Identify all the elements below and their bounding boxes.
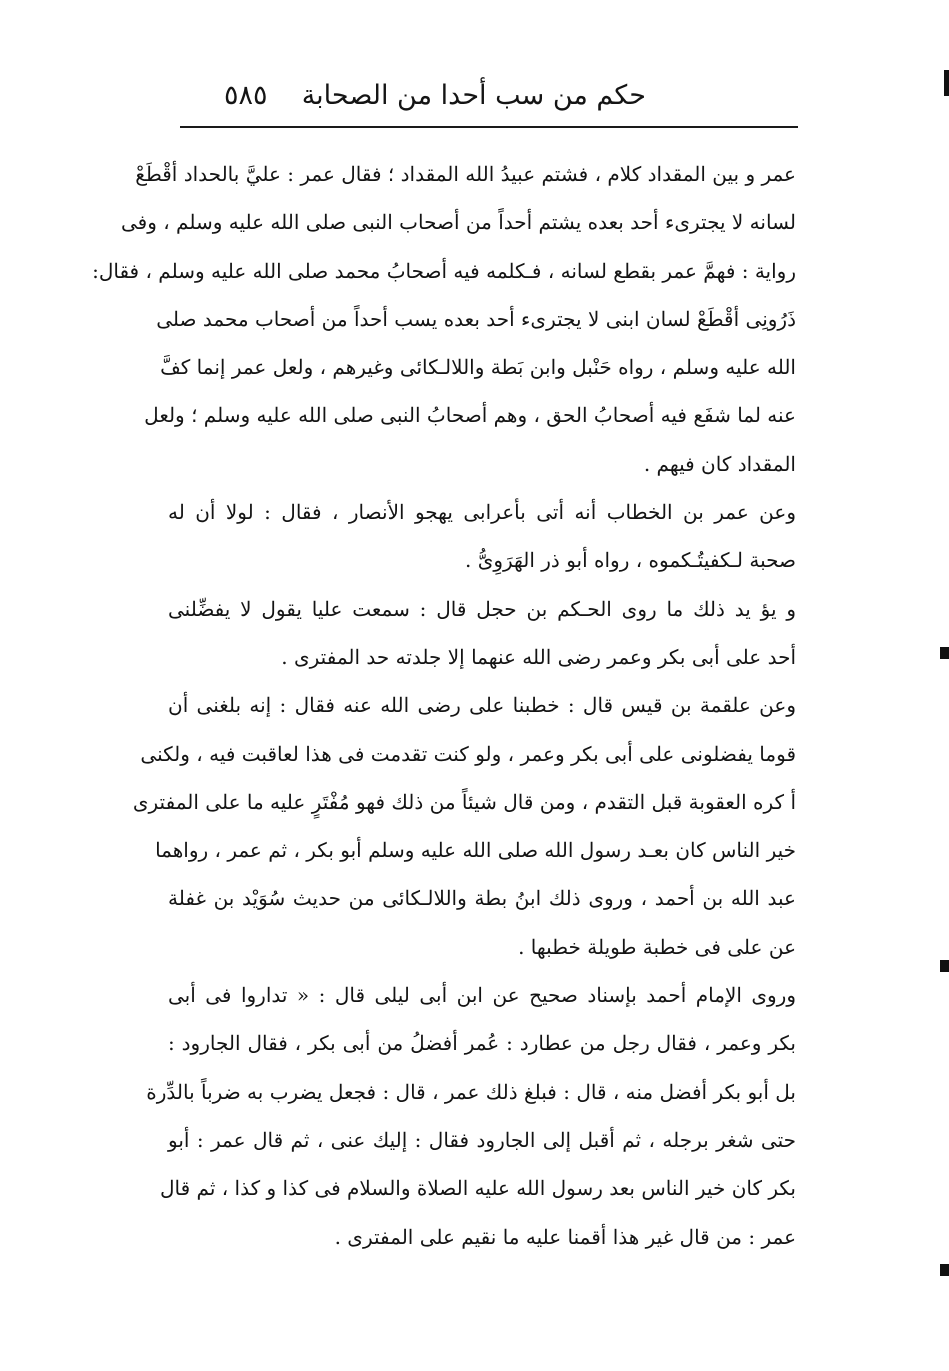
text-line: رواية : فهمَّ عمر بقطع لسانه ، فـكلمه فيه أصحابُ محمد صلى الله عليه وسلم ، فقال: <box>92 258 796 283</box>
text-line: صحبة لـكفيتُـكموه ، رواه أبو ذر الهَرَوِىُّ . <box>464 548 796 573</box>
text-line: عمر و بين المقداد كلام ، فشتم عبيدُ الله المقداد ؛ فقال عمر : عليَّ بالحداد أقْطَعْ <box>135 162 796 186</box>
body-text <box>92 150 796 1261</box>
text-line: بكر كان خير الناس بعد رسول الله عليه الصلاة والسلام فى كذا و كذا ، ثم قال <box>159 1176 796 1201</box>
text-line: عن على فى خطبة طويلة خطبها . <box>518 934 796 959</box>
text-line: أ كره العقوبة قبل التقدم ، ومن قال شيئاً من ذلك فهو مُفْتَرٍ عليه ما على المفترى <box>132 789 796 814</box>
header-rule <box>180 126 798 128</box>
scan-edge-mark <box>940 647 949 659</box>
text-line: لسانه لا يجترىء أحد بعده يشتم أحداً من أصحاب النبى صلى الله عليه وسلم ، وفى <box>121 210 796 235</box>
text-line: ذَرُونِى أقْطَعْ لسان ابنى لا يجترىء أحد بعده يسب أحداً من أصحاب محمد صلى <box>156 306 796 331</box>
scan-edge-mark <box>940 1264 949 1276</box>
text-line: عبد الله بن أحمد ، وروى ذلك ابنُ بطة واللالـكائى من حديث سُوَيْد بن غفلة <box>168 886 796 911</box>
text-line: عمر : من قال غير هذا أقمنا عليه ما نقيم على المفترى . <box>334 1224 796 1249</box>
scan-edge-mark <box>944 70 949 96</box>
text-line: حتى شغر برجله ، ثم أقبل إلى الجارود فقال : إليك عنى ، ثم قال عمر : أبو <box>168 1127 796 1152</box>
text-line: بل أبو بكر أفضل منه ، قال : فبلغ ذلك عمر ، قال : فجعل يضرب به ضرباً بالدِّرة <box>146 1079 796 1104</box>
text-line: و يؤ يد ذلك ما روى الحـكم بن حجل قال : سمعت عليا يقول لا يفضِّلنى <box>168 596 796 621</box>
scan-edge-mark <box>940 960 949 972</box>
text-line: أحد على أبى بكر وعمر رضى الله عنهما إلا جلدته حد المفترى . <box>281 644 796 669</box>
text-line: خير الناس كان بعـد رسول الله صلى الله عليه وسلم أبو بكر ، ثم عمر ، رواهما <box>155 838 796 863</box>
running-title: حكم من سب أحدا من الصحابة <box>301 80 646 111</box>
text-line: عنه لما شفَع فيه أصحابُ الحق ، وهم أصحابُ النبى صلى الله عليه وسلم ؛ ولعل <box>144 403 796 428</box>
text-line: قوما يفضلونى على أبى بكر وعمر ، ولو كنت تقدمت فى هذا لعاقبت فيه ، ولكنى <box>140 741 796 766</box>
page-header <box>180 74 796 118</box>
page-number: ٥٨٥ <box>224 80 268 111</box>
text-line: المقداد كان فيهم . <box>643 451 796 476</box>
text-line: وعن عمر بن الخطاب أنه أتى بأعرابى يهجو الأنصار ، فقال : لولا أن له <box>168 500 796 525</box>
text-line: الله عليه وسلم ، رواه حَنْبل وابن بَطة واللالـكائى وغيرهم ، ولعل عمر إنما كفَّ <box>160 355 796 380</box>
text-line: وروى الإمام أحمد بإسناد صحيح عن ابن أبى ليلى قال : « تداروا فى أبى <box>168 983 796 1008</box>
text-line: بكر وعمر ، فقال رجل من عطارد : عُمر أفضلُ من أبى بكر ، فقال الجارود : <box>168 1031 796 1056</box>
text-line: وعن علقمة بن قيس قال : خطبنا على رضى الله عنه فقال : إنه بلغنى أن <box>168 693 796 718</box>
